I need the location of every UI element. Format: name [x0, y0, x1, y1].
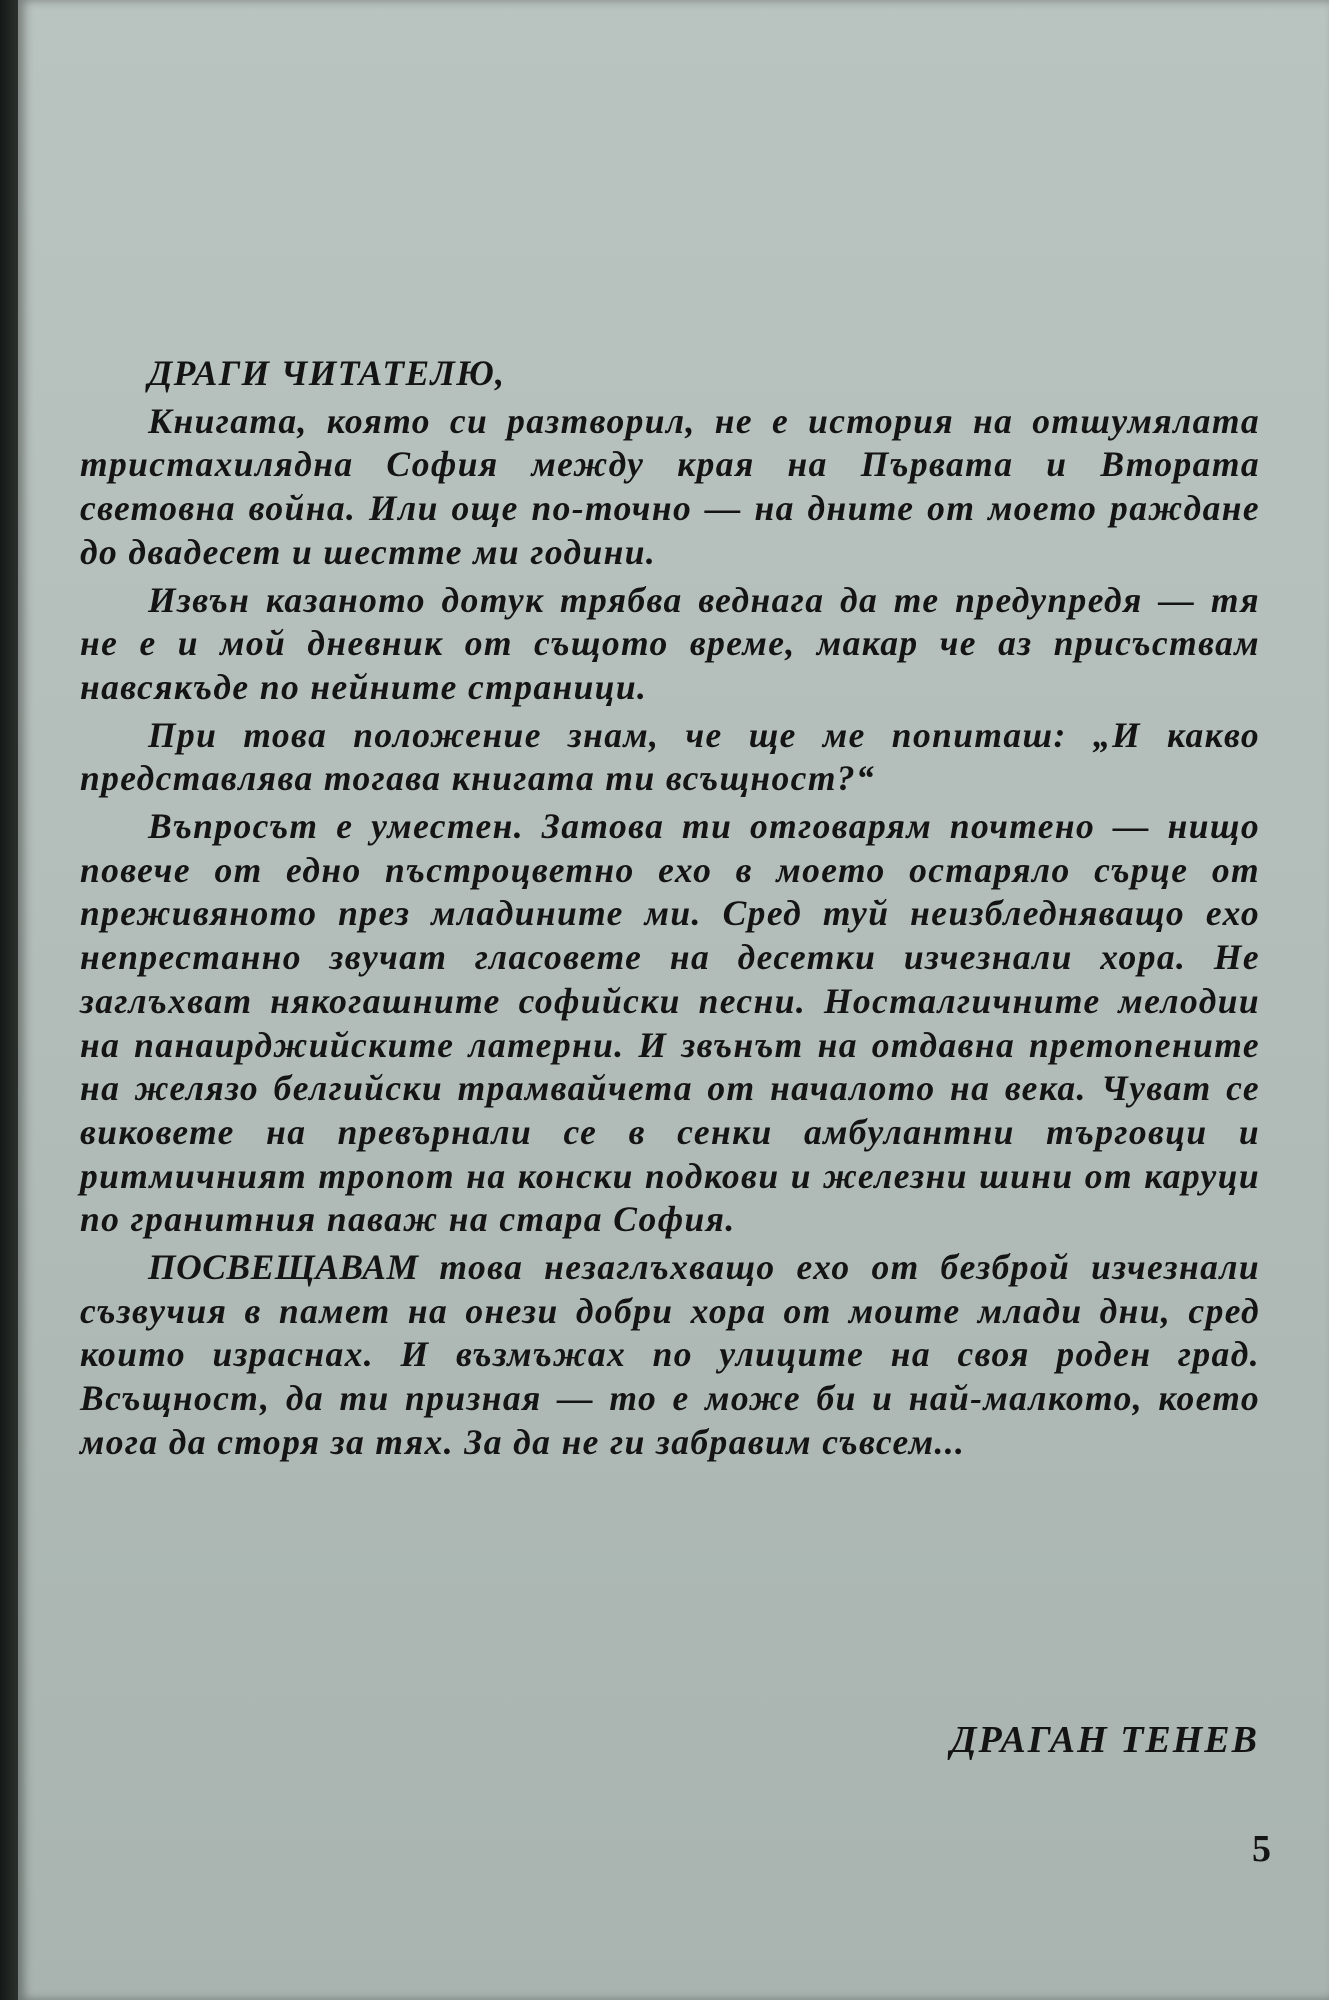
- greeting: ДРАГИ ЧИТАТЕЛЮ,: [148, 353, 506, 393]
- dedication-text: това незаглъхващо ехо от безброй изчезнали съзвучия в памет на онези добри хора от моите млади дни, сред които израснах. И възмъжах по улиците на своя роден град. Всъщност, да ти призная — то е може би и най-малкото, което мога да сторя за тях. За да не ги забравим съвсем...: [80, 1247, 1260, 1462]
- paragraph-1: Книгата, която си разтворил, не е история на отшумялата тристахилядна София между края на Първата и Втората световна война. Или още по-точно — на дните от моето раждане до двадесет и шестте ми години.: [80, 400, 1260, 572]
- paragraph-3: При това положение знам, че ще ме попиташ: „И какво представлява тогава книгата ти всъщност?“: [80, 714, 1260, 799]
- book-spine-shadow: [0, 0, 18, 2000]
- page-text-body: [80, 352, 1260, 1465]
- paragraph-2: Извън казаното дотук трябва веднага да те предупредя — тя не е и мой дневник от същото време, макар че аз присъствам навсякъде по нейните страници.: [80, 579, 1260, 707]
- author-signature: ДРАГАН ТЕНЕВ: [950, 1719, 1259, 1761]
- paragraph-5: [80, 1246, 1260, 1465]
- show-through-from-reverse-page: [278, 130, 1278, 350]
- dedication-lead-word: ПОСВЕЩАВАМ: [148, 1247, 419, 1288]
- page-number: 5: [1252, 1828, 1271, 1870]
- paragraph-4: Въпросът е уместен. Затова ти отговарям почтено — нищо повече от едно пъстроцветно ехо в моето остаряло сърце от преживяното през младините ми. Сред туй неизбледняващо ехо непрестанно звучат гласовете на десетки изчезнали хора. Не заглъхват някогашните софийски песни. Носталгичните мелодии на панаирджийските латерни. И звънът на отдавна претопените на желязо белгийски трамвайчета от началото на века. Чуват се виковете на превърнали се в сенки амбулантни търговци и ритмичният тропот на конски подкови и железни шини от каруци по гранитния паваж на стара София.: [80, 806, 1260, 1240]
